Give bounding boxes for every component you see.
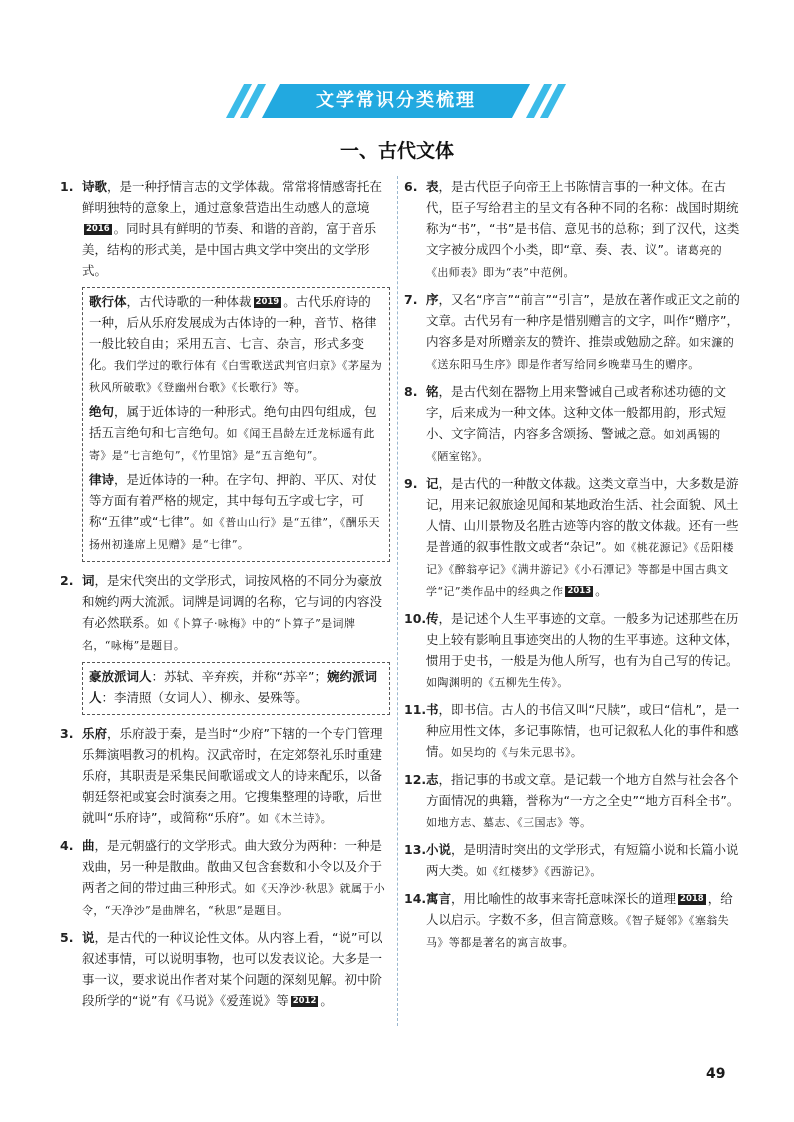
item-term: 说 (82, 930, 95, 945)
list-item (404, 888, 740, 953)
item-term: 铭 (426, 384, 439, 399)
list-item (60, 723, 390, 829)
item-note: 如《木兰诗》。 (257, 812, 333, 825)
item-number: 3. (60, 726, 74, 741)
list-item (404, 839, 740, 882)
item-note: 如《桃花源记》《岳阳楼记》《醉翁亭记》《满井游记》《小石潭记》等都是中国古典文学“记”类作品中的经典之作 (426, 541, 734, 598)
item-text: ，是记述个人生平事迹的文章。一般多为记述那些在历史上较有影响且事迹突出的人物的生平事迹。这种文体，惯用于史书，一般是为他人所写，也有为自己写的传记。 (426, 611, 739, 668)
item-term: 记 (426, 476, 439, 491)
item-term: 诗歌 (82, 179, 108, 194)
right-column (404, 176, 740, 959)
list-item (404, 608, 740, 693)
note-paragraph (89, 401, 383, 466)
item-term: 绝句 (89, 404, 115, 419)
year-tag: 2018 (680, 894, 704, 904)
item-note: 如《红楼梦》《西游记》。 (476, 865, 602, 878)
section-title: 一、古代文体 (339, 140, 454, 162)
year-tag: 2013 (567, 586, 592, 596)
item-text: ，是元朝盛行的文学形式。曲大致分为两种：一种是戏曲，另一种是散曲。散曲又包含套数和小令以及介于两者之间的带过曲三种形式。 (82, 838, 383, 895)
list-item (60, 835, 390, 921)
item-text: ：李清照（女词人）、柳永、晏殊等。 (101, 690, 308, 705)
item-text: 。古代乐府诗的一种，后从乐府发展成为古体诗的一种，音节、格律一般比较自由；采用五言、七言、杂言，形式多变化。 (89, 294, 377, 372)
item-note: 如刘禹锡的《陋室铭》。 (426, 428, 721, 463)
item-number: 2. (60, 573, 74, 588)
item-note: 如《卜算子·咏梅》中的“卜算子”是词牌名，“咏梅”是题目。 (82, 617, 356, 652)
item-term: 序 (426, 292, 439, 307)
item-note: 如陶渊明的《五柳先生传》。 (426, 676, 569, 689)
item-term: 表 (426, 179, 439, 194)
item-number: 13. (404, 842, 427, 857)
item-text: ，给人以启示。字数不多，但言简意赅。 (426, 891, 733, 927)
item-note: 《智子疑邻》《塞翁失马》等都是著名的寓言故事。 (426, 914, 730, 949)
section-banner (231, 84, 561, 118)
item-term: 歌行体 (89, 294, 127, 309)
item-note: 如吴均的《与朱元思书》。 (451, 746, 583, 759)
list-item (60, 570, 390, 656)
item-text: ，乐府設于秦，是当时“少府”下辖的一个专门管理乐舞演唱教习的机构。汉武帝时，在定郊祭礼乐时重建乐府，其职责是采集民间歌谣或文人的诗来配乐，以备朝廷祭祀或宴会时演奏之用。它搜集整理的诗歌，后世就叫“乐府诗”，或简称“乐府”。 (82, 726, 383, 825)
item-note: 我们学过的歌行体有《白雪歌送武判官归京》《茅屋为秋风所破歌》《登幽州台歌》《长歌行》等。 (89, 359, 383, 394)
list-item (404, 699, 740, 763)
item-term: 小说 (426, 842, 452, 857)
item-number: 14. (404, 891, 427, 906)
year-tag: 2019 (255, 297, 280, 307)
item-text: ，属于近体诗的一种形式。绝句由四句组成，包括五言绝句和七言绝句。 (89, 404, 377, 440)
item-text: ，是明清时突出的文学形式，有短篇小说和长篇小说两大类。 (426, 842, 739, 878)
item-number: 10. (404, 611, 427, 626)
item-text: ，古代诗歌的一种体裁 (126, 294, 252, 309)
item-number: 11. (404, 702, 427, 717)
item-term: 乐府 (82, 726, 108, 741)
item-note: 如《普山山行》是“五律”，《酬乐天扬州初逢席上见赠》是“七律”。 (89, 516, 380, 551)
item-text: ，是古代的一种议论性文体。从内容上看，“说”可以叙述事情，可以说明事物，也可以发表议论。大多是一事一议，要求说出作者对某个问题的深刻见解。初中阶段所学的“说”有《马说》《爱莲说》等 (82, 930, 383, 1008)
item-number: 6. (404, 179, 418, 194)
item-number: 4. (60, 838, 74, 853)
item-text: ，是古代刻在器物上用来警诫自己或者称述功德的文字，后来成为一种文体。这种文体一般都用韵，形式短小、文字简洁，内容多含颂扬、警诫之意。 (426, 384, 727, 441)
list-item (404, 473, 740, 602)
item-text: 。同时具有鲜明的节奏、和谐的音韵，富于音乐美，结构的形式美，是中国古典文学中突出的文学形式。 (82, 221, 377, 278)
column-divider (397, 176, 398, 1026)
item-note: 如地方志、墓志、《三国志》等。 (426, 816, 592, 829)
note-box (82, 662, 390, 715)
item-number: 8. (404, 384, 418, 399)
list-item (404, 289, 740, 375)
list-item (404, 769, 740, 833)
item-term: 寓言 (426, 891, 452, 906)
item-note: 如《天净沙·秋思》就属于小令，“天净沙”是曲牌名，“秋思”是题目。 (82, 882, 386, 917)
item-term: 词 (82, 573, 95, 588)
item-number: 7. (404, 292, 418, 307)
list-item (60, 176, 390, 281)
list-item (404, 381, 740, 467)
note-paragraph (89, 666, 383, 708)
item-text: ：苏轼、辛弃疾，并称“苏辛”； (151, 669, 327, 684)
item-note: 诸葛亮的《出师表》即为“表”中范例。 (426, 244, 723, 279)
item-text: 。 (320, 993, 333, 1008)
note-paragraph (89, 291, 383, 398)
item-note: 如宋濂的《送东阳马生序》即是作者写给同乡晚辈马生的赠序。 (426, 336, 735, 371)
item-text: ，是宋代突出的文学形式，词按风格的不同分为豪放和婉约两大流派。词牌是词调的名称，它与词的内容没有必然联系。 (82, 573, 383, 630)
item-text: ，即书信。古人的书信又叫“尺牍”，或曰“信札”，是一种应用性文体，多记事陈情，也可记叙私人化的事件和感情。 (426, 702, 740, 759)
list-item (404, 176, 740, 283)
item-term: 志 (426, 772, 439, 787)
item-note: 如《闻王昌龄左迁龙标遥有此寄》是“七言绝句”，《竹里馆》是“五言绝句”。 (89, 427, 375, 462)
item-text: ，是古代臣子向帝王上书陈情言事的一种文体。在古代，臣子写给君主的呈文有各种不同的名称：战国时期统称为“书”，“书”是书信、意见书的总称；到了汉代，这类文字被分成四个小类，即“章、奏、表、议”。 (426, 179, 740, 257)
item-number: 12. (404, 772, 427, 787)
note-box (82, 287, 390, 562)
note-paragraph (89, 469, 383, 555)
item-number: 1. (60, 179, 74, 194)
item-term: 传 (426, 611, 439, 626)
item-term: 律诗 (89, 472, 115, 487)
page-number: 49 (706, 1066, 726, 1082)
item-number: 5. (60, 930, 74, 945)
item-term: 婉约派词人 (89, 669, 377, 705)
item-term: 豪放派词人 (89, 669, 152, 684)
year-tag: 2012 (292, 996, 317, 1006)
item-text: ，又名“序言”“前言”“引言”，是放在著作或正文之前的文章。古代另有一种序是惜别赠言的文字，叫作“赠序”，内容多是对所赠亲友的赞许、推崇或勉励之辞。 (426, 292, 740, 349)
item-text: ，指记事的书或文章。是记载一个地方自然与社会各个方面情况的典籍，誉称为“一方之全史”“地方百科全书”。 (426, 772, 740, 808)
item-text: ，用比喻性的故事来寄托意味深长的道理 (451, 891, 677, 906)
banner-title: 文学常识分类梳理 (316, 90, 476, 111)
year-tag: 2016 (86, 224, 110, 234)
left-column (60, 176, 390, 1017)
item-text: 。 (595, 583, 608, 598)
item-text: ，是一种抒情言志的文学体裁。常常将情感寄托在鲜明独特的意象上，通过意象营造出生动感人的意境 (82, 179, 383, 215)
item-term: 曲 (82, 838, 95, 853)
item-number: 9. (404, 476, 418, 491)
item-term: 书 (426, 702, 439, 717)
list-item (60, 927, 390, 1011)
item-text: ，是古代的一种散文体裁。这类文章当中，大多数是游记，用来记叙旅途见闻和某地政治生活、社会面貌、风土人情、山川景物及名胜古迹等内容的散文体裁。还有一些是普通的叙事性散文或者“杂记”。 (426, 476, 739, 554)
item-text: ，是近体诗的一种。在字句、押韵、平仄、对仗等方面有着严格的规定，其中每句五字或七字，可称“五律”或“七律”。 (89, 472, 377, 529)
